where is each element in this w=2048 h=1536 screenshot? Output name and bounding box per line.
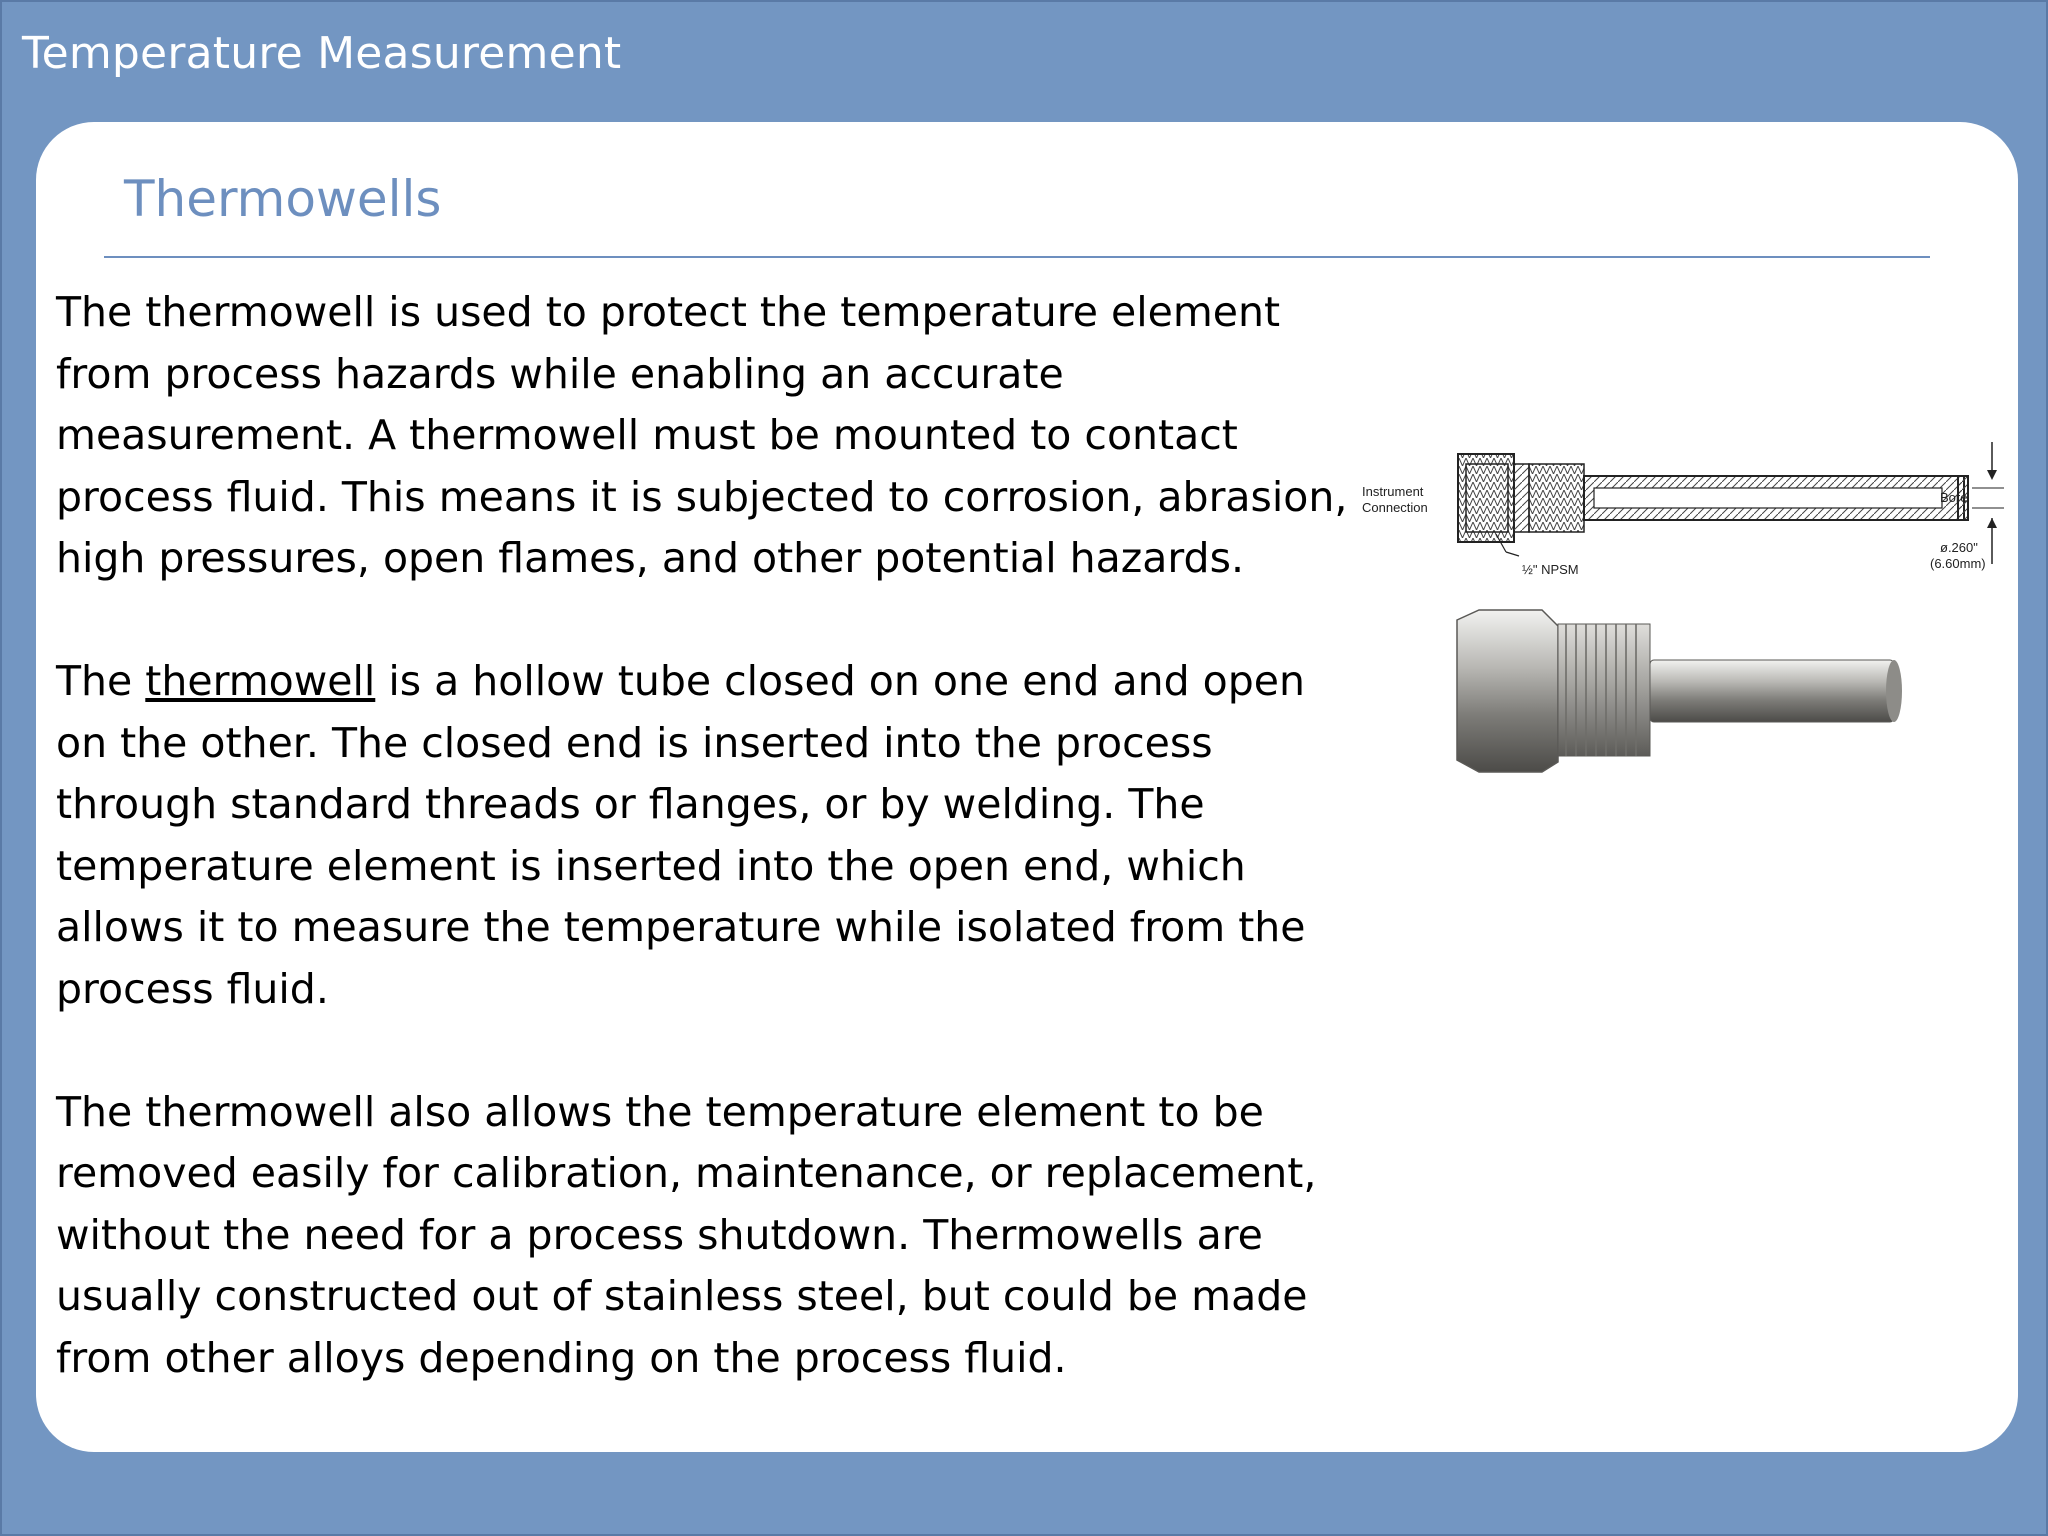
stem-bore [1594, 488, 1942, 508]
bore-arrow [1987, 470, 1997, 480]
instrument-label-2: Connection [1362, 500, 1428, 515]
paragraph-2 [56, 651, 1366, 1020]
slide-title: Thermowells [124, 170, 442, 228]
body-text [56, 282, 1366, 1451]
neck [1514, 464, 1529, 532]
npsm-leader-tail [1506, 552, 1519, 556]
bore-label: Bore [1940, 490, 1968, 505]
thermowell-photo [1454, 602, 1914, 782]
photo-stem [1650, 660, 1894, 722]
diameter-label-1: ø.260" [1940, 540, 1978, 555]
npsm-label: ½" NPSM [1522, 562, 1579, 577]
diameter-label-2: (6.60mm) [1930, 556, 1986, 571]
instrument-label-1: Instrument [1362, 484, 1424, 499]
pipe-thread [1529, 464, 1584, 532]
paragraph-3: The thermowell also allows the temperature element to be removed easily for calibration, maintenance, or replacement, without the need for a process shutdown. Thermowells are usually constructed out of stainless steel, but could be made from other alloys depending on the process fluid. [56, 1087, 1317, 1382]
paragraph-2-rest: is a hollow tube closed on one end and open on the other. The closed end is inserted into the process through standard threads or flanges, or by welding. The temperature element is inserted into the open end, which allows it to measure the temperature while isolated from the process fluid. [56, 657, 1306, 1013]
photo-tip [1886, 660, 1902, 722]
paragraph-1: The thermowell is used to protect the temperature element from process hazards while enabling an accurate measurement. A thermowell must be mounted to contact process fluid. This means it is subjected to corrosion, abrasion, high pressures, open flames, and other potential hazards. [56, 288, 1348, 582]
photo-hex-nut [1457, 610, 1558, 772]
diameter-arrow [1987, 518, 1997, 528]
paragraph-2-start: The [56, 657, 146, 705]
title-divider [104, 256, 1930, 258]
thermowell-link[interactable]: thermowell [145, 657, 376, 705]
section-header: Temperature Measurement [22, 28, 622, 79]
thermowell-diagram [1354, 434, 2004, 584]
